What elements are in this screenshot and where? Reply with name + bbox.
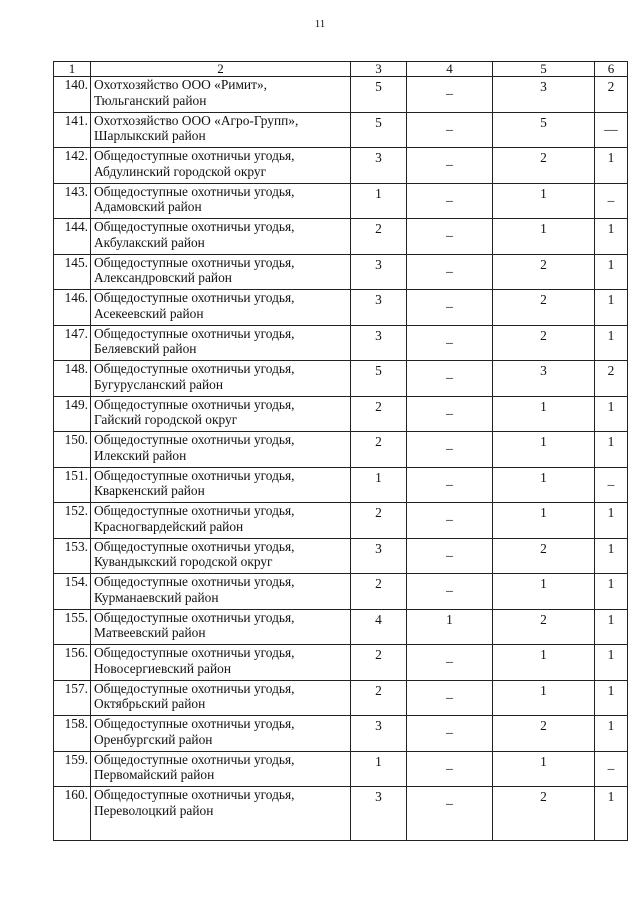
table-row [54,254,628,290]
ground-district-text: Шарлыкский район [94,128,206,144]
value-col-4: _ [407,645,493,681]
value-col-5: 2 [493,290,595,326]
row-number: 145. [54,254,91,290]
row-number: 140. [54,77,91,113]
value-col-4: _ [407,503,493,539]
value-col-6: 1 [595,716,628,752]
value-col-6: 1 [595,538,628,574]
value-col-5: 1 [493,467,595,503]
value-col-3: 2 [351,432,407,468]
table-row [54,538,628,574]
value-col-5: 1 [493,432,595,468]
page-number: 11 [314,18,326,30]
ground-owner-text: Общедоступные охотничьи угодья, [94,361,295,376]
value-col-3: 2 [351,680,407,716]
value-col-6: _ [595,183,628,219]
ground-name-cell [91,290,351,326]
ground-name-cell [91,148,351,184]
row-number: 150. [54,432,91,468]
table-row [54,574,628,610]
ground-owner-text: Общедоступные охотничьи угодья, [94,219,295,234]
ground-name-cell [91,396,351,432]
row-number: 153. [54,538,91,574]
ground-name-cell [91,432,351,468]
row-number: 158. [54,716,91,752]
table-body [54,77,628,841]
value-col-3: 3 [351,148,407,184]
row-number: 154. [54,574,91,610]
ground-owner-text: Общедоступные охотничьи угодья, [94,396,295,412]
value-col-6: 1 [595,148,628,184]
value-col-5: 1 [493,645,595,681]
ground-owner-text: Общедоступные охотничьи угодья, [94,183,295,199]
value-col-4: _ [407,183,493,219]
ground-name-cell [91,751,351,787]
value-col-4: _ [407,680,493,716]
value-col-4: _ [407,716,493,752]
value-col-4: _ [407,787,493,841]
ground-district-text: Кваркенский район [94,483,205,499]
value-col-4: _ [407,219,493,255]
value-col-4: _ [407,574,493,610]
ground-name-cell [91,503,351,539]
value-col-5: 1 [493,219,595,255]
row-number: 147. [54,325,91,361]
ground-district-text: Новосергиевский район [94,660,232,676]
table-row [54,645,628,681]
ground-owner-text: Общедоступные охотничьи угодья, [94,574,295,589]
value-col-6: _ [595,751,628,787]
value-col-5: 2 [493,254,595,290]
ground-name-cell [91,467,351,503]
ground-name-cell [91,361,351,397]
value-col-6: 2 [595,361,628,397]
ground-name-cell [91,680,351,716]
ground-district-text: Октябрьский район [94,696,206,712]
value-col-3: 1 [351,183,407,219]
row-number: 148. [54,361,91,397]
header-row [54,62,628,77]
column-header-6: 6 [595,62,628,77]
column-header-4: 4 [407,62,493,77]
value-col-6: 1 [595,787,628,841]
ground-name-cell [91,77,351,113]
value-col-6: _ [595,467,628,503]
value-col-5: 5 [493,112,595,148]
row-number: 157. [54,680,91,716]
column-header-2: 2 [91,62,351,77]
table-row [54,396,628,432]
ground-owner-text: Общедоступные охотничьи угодья, [94,148,295,163]
ground-district-text: Курманаевский район [94,589,219,605]
ground-owner-text: Общедоступные охотничьи угодья, [94,680,295,696]
ground-owner-text: Общедоступные охотничьи угодья, [94,609,295,625]
ground-district-text: Беляевский район [94,341,197,357]
value-col-3: 3 [351,538,407,574]
table-row [54,751,628,787]
row-number: 141. [54,112,91,148]
value-col-5: 2 [493,325,595,361]
table-row [54,716,628,752]
value-col-5: 2 [493,538,595,574]
value-col-5: 3 [493,361,595,397]
value-col-5: 1 [493,396,595,432]
table-row [54,503,628,539]
table-row [54,77,628,113]
ground-owner-text: Охотхозяйство ООО «Агро-Групп», [94,112,299,128]
row-number: 142. [54,148,91,184]
value-col-3: 4 [351,609,407,645]
row-number: 143. [54,183,91,219]
table-row [54,183,628,219]
ground-owner-text: Общедоступные охотничьи угодья, [94,787,295,802]
value-col-6: 1 [595,290,628,326]
value-col-4: _ [407,467,493,503]
value-col-3: 1 [351,467,407,503]
ground-district-text: Матвеевский район [94,625,206,641]
ground-district-text: Оренбургский район [94,731,213,747]
value-col-4: 1 [407,609,493,645]
value-col-5: 2 [493,148,595,184]
ground-district-text: Тюльганский район [94,92,207,108]
column-header-3: 3 [351,62,407,77]
ground-name-cell [91,254,351,290]
value-col-5: 1 [493,503,595,539]
ground-owner-text: Общедоступные охотничьи угодья, [94,325,295,341]
ground-district-text: Абдулинский городской округ [94,163,267,179]
ground-owner-text: Общедоступные охотничьи угодья, [94,716,295,731]
ground-name-cell [91,716,351,752]
value-col-3: 2 [351,503,407,539]
ground-name-cell [91,325,351,361]
value-col-3: 5 [351,361,407,397]
value-col-4: _ [407,148,493,184]
table-row [54,432,628,468]
value-col-3: 3 [351,290,407,326]
value-col-3: 2 [351,645,407,681]
row-number: 159. [54,751,91,787]
value-col-3: 5 [351,77,407,113]
ground-owner-text: Общедоступные охотничьи угодья, [94,751,295,767]
value-col-5: 2 [493,716,595,752]
value-col-5: 2 [493,787,595,841]
ground-owner-text: Общедоступные охотничьи угодья, [94,290,295,305]
ground-owner-text: Общедоступные охотничьи угодья, [94,645,295,660]
row-number: 160. [54,787,91,841]
row-number: 144. [54,219,91,255]
value-col-5: 1 [493,183,595,219]
ground-district-text: Адамовский район [94,199,202,215]
value-col-6: 1 [595,254,628,290]
column-header-1: 1 [54,62,91,77]
value-col-5: 3 [493,77,595,113]
table-row [54,290,628,326]
table-row [54,609,628,645]
ground-district-text: Александровский район [94,270,232,286]
ground-name-cell [91,219,351,255]
ground-district-text: Первомайский район [94,767,215,783]
table-row [54,680,628,716]
value-col-4: _ [407,361,493,397]
value-col-4: _ [407,290,493,326]
value-col-3: 2 [351,396,407,432]
ground-owner-text: Общедоступные охотничьи угодья, [94,432,295,447]
ground-owner-text: Общедоступные охотничьи угодья, [94,467,295,483]
value-col-3: 3 [351,254,407,290]
value-col-3: 3 [351,716,407,752]
value-col-4: _ [407,112,493,148]
ground-name-cell [91,538,351,574]
row-number: 146. [54,290,91,326]
ground-name-cell [91,645,351,681]
value-col-4: _ [407,751,493,787]
table-row [54,361,628,397]
value-col-6: 1 [595,680,628,716]
ground-district-text: Гайский городской округ [94,412,238,428]
value-col-5: 1 [493,574,595,610]
value-col-6: 1 [595,609,628,645]
value-col-6: 1 [595,325,628,361]
value-col-3: 5 [351,112,407,148]
table-row [54,219,628,255]
ground-district-text: Бугурусланский район [94,376,223,392]
ground-district-text: Асекеевский район [94,305,204,321]
value-col-6: __ [595,112,628,148]
ground-owner-text: Общедоступные охотничьи угодья, [94,538,295,554]
column-header-5: 5 [493,62,595,77]
value-col-3: 3 [351,787,407,841]
value-col-6: 1 [595,503,628,539]
table-row [54,112,628,148]
ground-district-text: Красногвардейский район [94,518,244,534]
ground-district-text: Акбулакский район [94,234,205,250]
table-row [54,787,628,841]
row-number: 152. [54,503,91,539]
row-number: 149. [54,396,91,432]
value-col-4: _ [407,538,493,574]
ground-owner-text: Общедоступные охотничьи угодья, [94,254,295,270]
value-col-6: 1 [595,574,628,610]
ground-district-text: Илекский район [94,447,187,463]
value-col-4: _ [407,254,493,290]
value-col-6: 2 [595,77,628,113]
ground-name-cell [91,609,351,645]
table-row [54,148,628,184]
value-col-3: 3 [351,325,407,361]
ground-district-text: Переволоцкий район [94,802,214,818]
value-col-6: 1 [595,219,628,255]
ground-name-cell [91,183,351,219]
row-number: 155. [54,609,91,645]
value-col-6: 1 [595,396,628,432]
ground-owner-text: Охотхозяйство ООО «Римит», [94,77,267,92]
value-col-6: 1 [595,432,628,468]
ground-name-cell [91,787,351,841]
value-col-3: 1 [351,751,407,787]
value-col-4: _ [407,77,493,113]
ground-district-text: Кувандыкский городской округ [94,554,273,570]
row-number: 156. [54,645,91,681]
value-col-4: _ [407,432,493,468]
value-col-6: 1 [595,645,628,681]
ground-name-cell [91,112,351,148]
value-col-5: 1 [493,680,595,716]
ground-name-cell [91,574,351,610]
table-row [54,325,628,361]
value-col-5: 2 [493,609,595,645]
value-col-4: _ [407,396,493,432]
row-number: 151. [54,467,91,503]
value-col-5: 1 [493,751,595,787]
value-col-3: 2 [351,219,407,255]
value-col-3: 2 [351,574,407,610]
table-row [54,467,628,503]
value-col-4: _ [407,325,493,361]
ground-owner-text: Общедоступные охотничьи угодья, [94,503,295,518]
hunting-grounds-table [53,61,628,841]
